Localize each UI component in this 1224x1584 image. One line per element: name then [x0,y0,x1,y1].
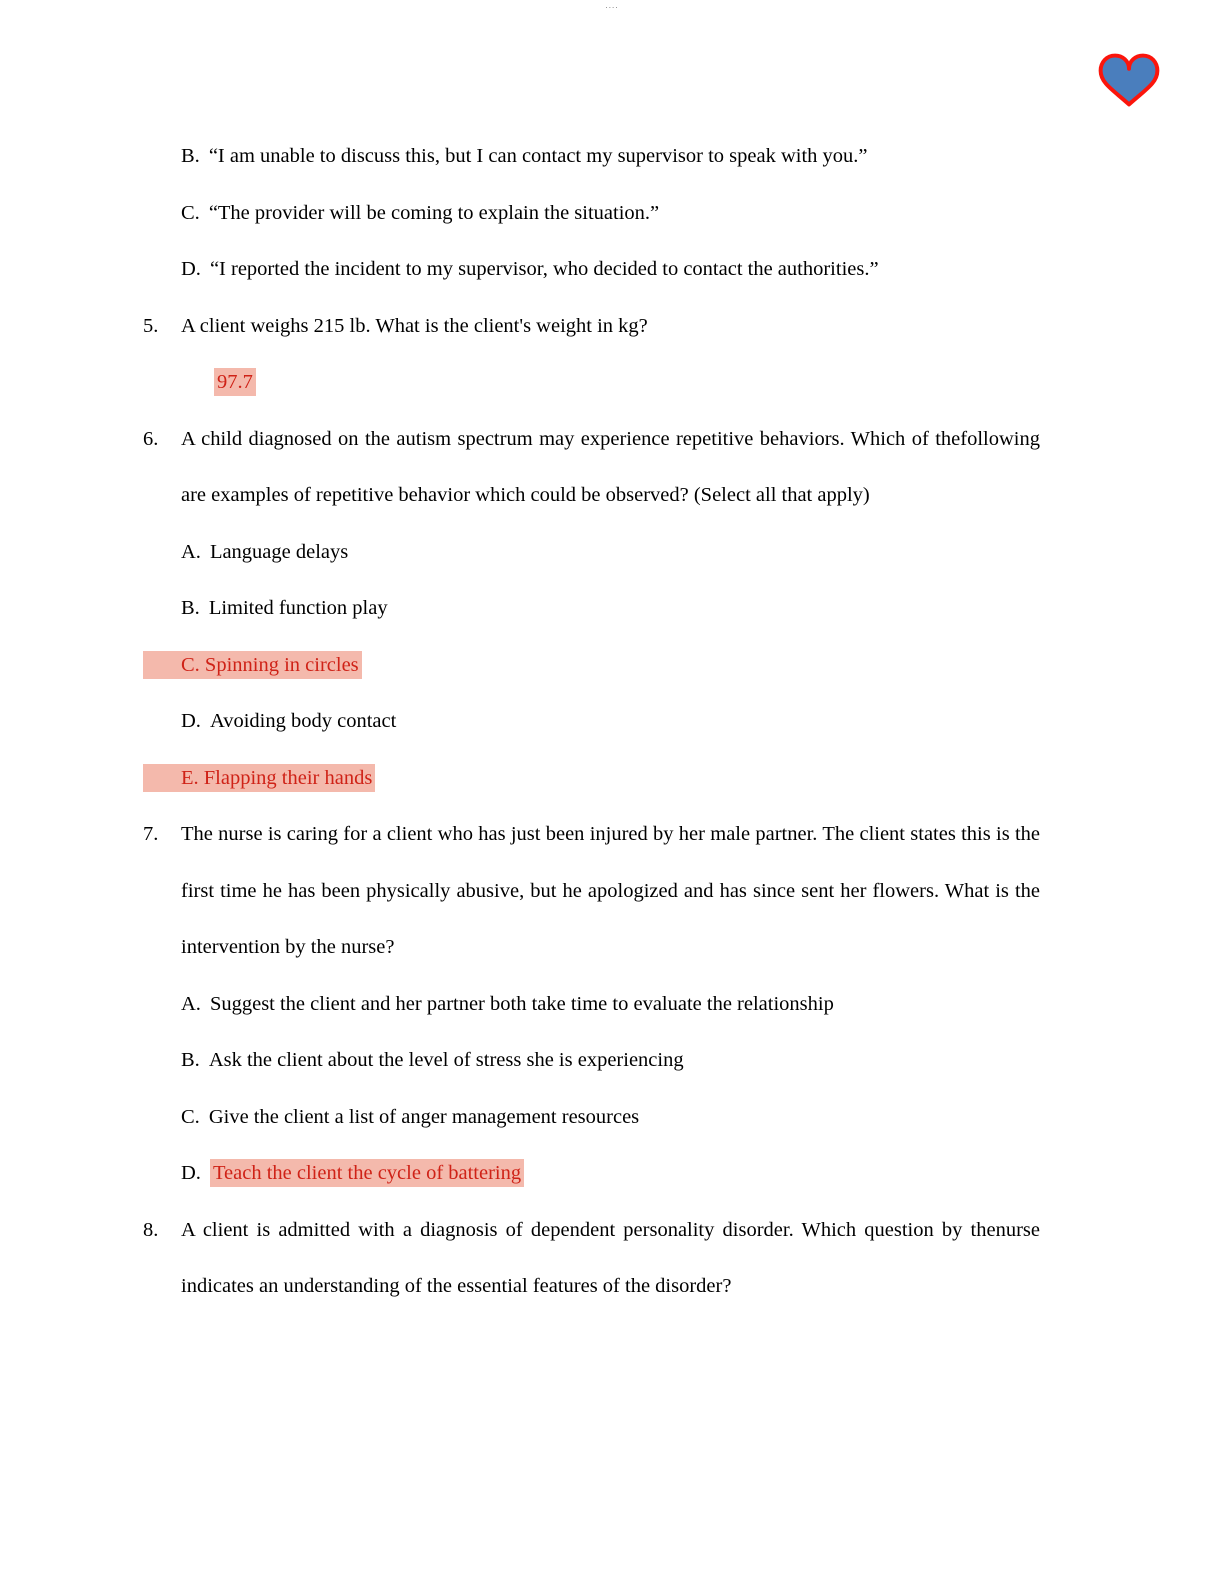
question-7 [143,806,1040,976]
question-5 [143,298,1040,355]
heart-icon [1096,50,1162,110]
fill-in-answer [143,354,1040,411]
document-content [143,128,1040,1315]
question-text: A child diagnosed on the autism spectrum may experience repetitive behaviors. Which of thefollowing are examples of repetitive behavior which could be observed? (Select all that apply) [181,427,1040,506]
option-label: B. [181,145,200,167]
option-text: Avoiding body contact [209,710,397,732]
option-text: “The provider will be coming to explain the situation.” [208,201,660,224]
question-8 [143,1202,1040,1315]
question-text: The nurse is caring for a client who has just been injured by her male partner. The client states this is the first time he has been physically abusive, but he apologized and has since sent her flowers. What is the intervention by the nurse? [181,823,1040,958]
answer-option [143,976,1040,1033]
option-label: D. [181,710,201,732]
question-text: A client is admitted with a diagnosis of dependent personality disorder. Which question by thenurse indicates an understanding of the essential features of the disorder? [181,1218,1040,1297]
option-label: A. [181,992,201,1015]
option-label: C. [181,1105,200,1128]
answer-option [143,580,1040,637]
option-text: Suggest the client and her partner both take time to evaluate the relationship [209,992,834,1015]
highlighted-answer-text: E. Flapping their hands [143,764,375,792]
option-label: D. [181,1162,201,1184]
answer-option [143,1089,1040,1146]
question-text: A client weighs 215 lb. What is the client's weight in kg? [181,314,648,337]
answer-option [143,241,1040,298]
option-label: B. [181,1049,200,1071]
highlighted-answer-text: Teach the client the cycle of battering [210,1159,524,1187]
page-header-mark: .... [605,1,619,10]
option-label: A. [181,540,201,563]
option-text: Language delays [209,540,349,563]
answer-option [143,524,1040,581]
answer-option [143,693,1040,750]
option-label: D. [181,258,201,280]
answer-option [143,1032,1040,1089]
answer-option [143,128,1040,185]
highlighted-answer-text: C. Spinning in circles [143,651,362,679]
question-number: 5. [143,314,159,337]
option-text: “I am unable to discuss this, but I can contact my supervisor to speak with you.” [208,145,868,167]
option-text: Limited function play [208,597,388,619]
answer-option [143,185,1040,242]
question-6 [143,411,1040,524]
option-text: Give the client a list of anger management resources [208,1105,640,1128]
answer-option [143,1145,1040,1202]
option-text: Ask the client about the level of stress she is experiencing [208,1049,684,1071]
question-number: 7. [143,823,159,845]
answer-option [143,750,1040,807]
question-number: 8. [143,1218,159,1241]
question-number: 6. [143,427,159,450]
highlighted-answer-value: 97.7 [214,368,256,396]
option-label: B. [181,597,200,619]
option-text: “I reported the incident to my supervisor, who decided to contact the authorities.” [209,258,879,280]
option-label: C. [181,201,200,224]
answer-option [143,637,1040,694]
